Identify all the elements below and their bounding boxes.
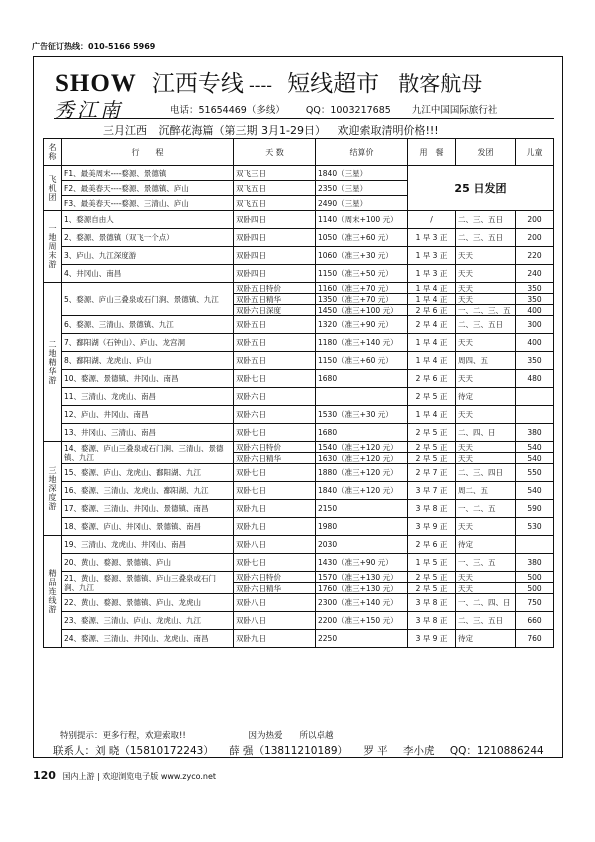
table-row <box>44 536 554 554</box>
meal-cell: 3 早 8 正 <box>408 500 456 518</box>
route-cell: 15、婺源、庐山、龙虎山、鄱阳湖、九江 <box>62 464 234 482</box>
route-cell: 12、庐山、井冈山、南昌 <box>62 406 234 424</box>
category-cell: 飞 机 团 <box>44 166 62 211</box>
show-word: SHOW <box>55 70 137 97</box>
days-cell: 双卧七日 <box>234 482 316 500</box>
child-cell: 380 <box>516 554 554 572</box>
table-row <box>44 388 554 406</box>
route-cell: 10、婺源、景德镇、井冈山、南昌 <box>62 370 234 388</box>
meal-cell: / <box>408 211 456 229</box>
depart-cell: 天天 <box>456 453 516 464</box>
depart-cell: 天天 <box>456 583 516 594</box>
meal-cell: 2 早 6 正 <box>408 536 456 554</box>
depart-cell: 待定 <box>456 536 516 554</box>
depart-cell: 二、三、五日 <box>456 612 516 630</box>
days-cell: 双卧六日 <box>234 406 316 424</box>
meal-cell: 2 早 5 正 <box>408 388 456 406</box>
notice-line <box>60 729 394 741</box>
days-cell: 双飞三日 <box>234 166 316 181</box>
days-cell: 双卧五日特价 <box>234 283 316 294</box>
days-cell: 双卧六日精华 <box>234 583 316 594</box>
table-row <box>44 406 554 424</box>
child-cell: 530 <box>516 518 554 536</box>
route-cell: 17、婺源、三清山、井冈山、景德镇、南昌 <box>62 500 234 518</box>
table-row <box>44 370 554 388</box>
child-cell: 350 <box>516 283 554 294</box>
days-cell: 双卧九日 <box>234 500 316 518</box>
title-dashes: ---- <box>248 76 273 95</box>
meal-cell: 1 早 4 正 <box>408 294 456 305</box>
title-sub: 短线超市 <box>287 71 380 97</box>
title-main: 江西专线 <box>151 71 244 97</box>
depart-cell: 天天 <box>456 572 516 583</box>
table-row <box>44 334 554 352</box>
price-cell: 2490（三星） <box>316 196 408 211</box>
table-row <box>44 283 554 294</box>
days-cell: 双卧五日 <box>234 334 316 352</box>
route-cell: 24、婺源、三清山、井冈山、龙虎山、南昌 <box>62 630 234 648</box>
table-row <box>44 265 554 283</box>
days-cell: 双卧七日 <box>234 424 316 442</box>
days-cell: 双飞五日 <box>234 196 316 211</box>
depart-cell: 天天 <box>456 294 516 305</box>
child-cell <box>516 536 554 554</box>
logo-underline <box>54 118 554 119</box>
price-cell: 1630（准三+120 元） <box>316 453 408 464</box>
price-cell: 1530（准三+30 元） <box>316 406 408 424</box>
agency-name: 九江中国国际旅行社 <box>411 105 498 116</box>
header-route: 行 程 <box>62 139 234 166</box>
days-cell: 双卧四日 <box>234 229 316 247</box>
route-cell: 21、黄山、婺源、景德镇、庐山三叠泉或石门涧、九江 <box>62 572 234 594</box>
child-cell: 760 <box>516 630 554 648</box>
days-cell: 双卧六日深度 <box>234 305 316 316</box>
child-cell <box>516 406 554 424</box>
table-row <box>44 518 554 536</box>
contact-4: 李小虎 <box>403 745 435 757</box>
price-cell: 1570（准三+130 元） <box>316 572 408 583</box>
price-cell: 1540（准三+120 元） <box>316 442 408 453</box>
price-cell: 1980 <box>316 518 408 536</box>
table-row <box>44 424 554 442</box>
price-cell: 1680 <box>316 424 408 442</box>
price-cell: 2350（三星） <box>316 181 408 196</box>
table-row <box>44 630 554 648</box>
table-row <box>44 352 554 370</box>
days-cell: 双卧六日 <box>234 388 316 406</box>
price-cell: 1760（准三+130 元） <box>316 583 408 594</box>
notice-left: 特别提示：更多行程，欢迎索取!! <box>60 731 186 741</box>
child-cell: 480 <box>516 370 554 388</box>
depart-cell: 一、二、四、日 <box>456 594 516 612</box>
child-cell: 540 <box>516 453 554 464</box>
days-cell: 双卧五日 <box>234 352 316 370</box>
route-cell: 5、婺源、庐山三叠泉或石门涧、景德镇、九江 <box>62 283 234 316</box>
page-number: 120 <box>33 769 56 782</box>
price-cell: 1450（准三+100 元） <box>316 305 408 316</box>
route-cell: F2、最美春天----婺源、景德镇、庐山 <box>62 181 234 196</box>
meal-cell: 3 早 9 正 <box>408 630 456 648</box>
depart-cell: 天天 <box>456 283 516 294</box>
header-days: 天 数 <box>234 139 316 166</box>
meal-cell: 1 早 3 正 <box>408 229 456 247</box>
meal-cell: 1 早 3 正 <box>408 265 456 283</box>
category-cell: 二 地 精 华 游 <box>44 283 62 442</box>
table-row <box>44 247 554 265</box>
route-cell: 3、庐山、九江深度游 <box>62 247 234 265</box>
price-cell: 1880（准三+120 元） <box>316 464 408 482</box>
meal-cell: 2 早 4 正 <box>408 316 456 334</box>
child-cell: 200 <box>516 229 554 247</box>
table-row <box>44 166 554 181</box>
meal-cell: 1 早 3 正 <box>408 247 456 265</box>
price-cell: 1150（准三+50 元） <box>316 265 408 283</box>
table-row <box>44 554 554 572</box>
header-depart: 发团 <box>456 139 516 166</box>
meal-cell: 3 早 7 正 <box>408 482 456 500</box>
price-cell: 1320（准三+90 元） <box>316 316 408 334</box>
table-body <box>44 166 554 648</box>
depart-cell: 天天 <box>456 406 516 424</box>
header-child: 儿童 <box>516 139 554 166</box>
price-cell: 1840（三星） <box>316 166 408 181</box>
table-row <box>44 229 554 247</box>
depart-cell: 一、三、五 <box>456 554 516 572</box>
days-cell: 双卧八日 <box>234 536 316 554</box>
route-cell: 8、鄱阳湖、龙虎山、庐山 <box>62 352 234 370</box>
agency-qq: QQ：1003217685 <box>305 105 391 116</box>
days-cell: 双卧五日精华 <box>234 294 316 305</box>
child-cell: 590 <box>516 500 554 518</box>
days-cell: 双卧六日特价 <box>234 442 316 453</box>
route-cell: 2、婺源、景德镇（双飞一个点） <box>62 229 234 247</box>
agency-phone: 电话：51654469（多线） <box>170 105 285 116</box>
table-row <box>44 211 554 229</box>
contact-persons <box>53 743 556 758</box>
child-cell: 750 <box>516 594 554 612</box>
days-cell: 双卧四日 <box>234 211 316 229</box>
meal-cell: 3 早 8 正 <box>408 594 456 612</box>
meal-cell: 2 早 5 正 <box>408 442 456 453</box>
depart-cell: 天天 <box>456 334 516 352</box>
contact-2: 薛 强（13811210189） <box>229 745 348 757</box>
child-cell: 500 <box>516 572 554 583</box>
depart-cell: 二、三、五日 <box>456 229 516 247</box>
subtitle-theme: 沉醉花海篇（第三期 3月1-29日） <box>158 124 326 137</box>
route-cell: 6、婺源、三清山、景德镇、九江 <box>62 316 234 334</box>
table-row <box>44 500 554 518</box>
flight-depart-cell: 25 日发团 <box>408 166 554 211</box>
contact-1: 联系人：刘 晓（15810172243） <box>53 745 214 757</box>
table-row <box>44 316 554 334</box>
meal-cell: 1 早 4 正 <box>408 352 456 370</box>
price-cell: 1430（准三+90 元） <box>316 554 408 572</box>
depart-cell: 周四、五 <box>456 352 516 370</box>
route-cell: 4、井冈山、南昌 <box>62 265 234 283</box>
price-cell: 1140（周末+100 元） <box>316 211 408 229</box>
notice-right: 因为热爱 所以卓越 <box>248 731 334 741</box>
child-cell: 500 <box>516 583 554 594</box>
price-cell: 1150（准三+60 元） <box>316 352 408 370</box>
days-cell: 双卧六日特价 <box>234 572 316 583</box>
route-cell: 16、婺源、三清山、龙虎山、鄱阳湖、九江 <box>62 482 234 500</box>
days-cell: 双卧七日 <box>234 554 316 572</box>
route-cell: 1、婺源自由人 <box>62 211 234 229</box>
price-cell <box>316 388 408 406</box>
child-cell: 240 <box>516 265 554 283</box>
price-cell: 1160（准三+70 元） <box>316 283 408 294</box>
depart-cell: 二、三、四日 <box>456 464 516 482</box>
price-cell: 1840（准三+120 元） <box>316 482 408 500</box>
route-cell: 7、鄱阳湖（石钟山）、庐山、龙宫洞 <box>62 334 234 352</box>
meal-cell: 1 早 5 正 <box>408 554 456 572</box>
route-cell: 20、黄山、婺源、景德镇、庐山 <box>62 554 234 572</box>
route-cell: 22、黄山、婺源、景德镇、庐山、龙虎山 <box>62 594 234 612</box>
depart-cell: 周二、五 <box>456 482 516 500</box>
child-cell: 400 <box>516 334 554 352</box>
footer-text: 国内上游 | 欢迎浏览电子版 www.zyco.net <box>62 772 217 781</box>
depart-cell: 天天 <box>456 518 516 536</box>
price-cell: 1060（准三+30 元） <box>316 247 408 265</box>
days-cell: 双卧六日精华 <box>234 453 316 464</box>
page-footer <box>33 769 216 782</box>
depart-cell: 待定 <box>456 388 516 406</box>
child-cell: 540 <box>516 442 554 453</box>
route-cell: 23、婺源、三清山、庐山、龙虎山、九江 <box>62 612 234 630</box>
title-right: 散客航母 <box>398 72 483 96</box>
depart-cell: 二、三、五日 <box>456 211 516 229</box>
category-cell: 一 地 周 末 游 <box>44 211 62 283</box>
depart-cell: 待定 <box>456 630 516 648</box>
child-cell: 200 <box>516 211 554 229</box>
child-cell <box>516 388 554 406</box>
depart-cell: 天天 <box>456 370 516 388</box>
days-cell: 双卧四日 <box>234 265 316 283</box>
meal-cell: 2 早 5 正 <box>408 572 456 583</box>
itinerary-table <box>43 138 554 648</box>
days-cell: 双卧七日 <box>234 370 316 388</box>
child-cell: 400 <box>516 305 554 316</box>
child-cell: 300 <box>516 316 554 334</box>
meal-cell: 2 早 6 正 <box>408 305 456 316</box>
child-cell: 350 <box>516 352 554 370</box>
table-row <box>44 464 554 482</box>
route-cell: 14、婺源、庐山三叠泉或石门涧、三清山、景德镇、九江 <box>62 442 234 464</box>
depart-cell: 天天 <box>456 247 516 265</box>
price-cell: 2250 <box>316 630 408 648</box>
depart-cell: 二、四、日 <box>456 424 516 442</box>
table-row <box>44 594 554 612</box>
meal-cell: 3 早 9 正 <box>408 518 456 536</box>
category-cell: 精 品 连 线 游 <box>44 536 62 648</box>
route-cell: F1、最美周末----婺源、景德镇 <box>62 166 234 181</box>
depart-cell: 一、二、五 <box>456 500 516 518</box>
child-cell: 540 <box>516 482 554 500</box>
depart-cell: 二、三、五日 <box>456 316 516 334</box>
days-cell: 双卧八日 <box>234 612 316 630</box>
route-cell: 18、婺源、庐山、井冈山、景德镇、南昌 <box>62 518 234 536</box>
table-row <box>44 442 554 453</box>
category-cell: 三 地 深 度 游 <box>44 442 62 536</box>
subtitle-season: 三月江西 <box>103 124 147 137</box>
table-row <box>44 482 554 500</box>
agency-contact <box>170 102 515 116</box>
meal-cell: 2 早 6 正 <box>408 370 456 388</box>
meal-cell: 2 早 5 正 <box>408 583 456 594</box>
table-row <box>44 572 554 583</box>
route-cell: 19、三清山、龙虎山、井冈山、南昌 <box>62 536 234 554</box>
meal-cell: 2 早 5 正 <box>408 424 456 442</box>
child-cell: 550 <box>516 464 554 482</box>
contact-qq: QQ：1210886244 <box>449 745 544 757</box>
table-row <box>44 612 554 630</box>
brand-logo: 秀江南 <box>54 98 123 122</box>
child-cell: 220 <box>516 247 554 265</box>
child-cell: 660 <box>516 612 554 630</box>
table-header-row <box>44 139 554 166</box>
route-cell: 13、井冈山、三清山、南昌 <box>62 424 234 442</box>
child-cell: 350 <box>516 294 554 305</box>
days-cell: 双卧八日 <box>234 594 316 612</box>
price-cell: 1680 <box>316 370 408 388</box>
child-cell: 380 <box>516 424 554 442</box>
days-cell: 双卧九日 <box>234 518 316 536</box>
price-cell: 1180（准三+140 元） <box>316 334 408 352</box>
days-cell: 双飞五日 <box>234 181 316 196</box>
depart-cell: 天天 <box>456 442 516 453</box>
days-cell: 双卧四日 <box>234 247 316 265</box>
ad-hotline: 广告征订热线：010-5166 5969 <box>32 42 156 51</box>
meal-cell: 3 早 8 正 <box>408 612 456 630</box>
depart-cell: 天天 <box>456 265 516 283</box>
price-cell: 2150 <box>316 500 408 518</box>
subtitle <box>103 122 447 138</box>
depart-cell: 一、二、三、五 <box>456 305 516 316</box>
days-cell: 双卧九日 <box>234 630 316 648</box>
price-cell: 2030 <box>316 536 408 554</box>
header-meal: 用 餐 <box>408 139 456 166</box>
meal-cell: 1 早 4 正 <box>408 283 456 294</box>
route-cell: 11、三清山、龙虎山、南昌 <box>62 388 234 406</box>
price-cell: 1050（准三+60 元） <box>316 229 408 247</box>
header-name: 名称 <box>44 139 62 166</box>
route-cell: F3、最美春天----婺源、三清山、庐山 <box>62 196 234 211</box>
price-cell: 2200（准三+150 元） <box>316 612 408 630</box>
subtitle-slogan: 欢迎索取清明价格!!! <box>337 124 439 137</box>
days-cell: 双卧五日 <box>234 316 316 334</box>
meal-cell: 1 早 4 正 <box>408 334 456 352</box>
meal-cell: 2 早 7 正 <box>408 464 456 482</box>
meal-cell: 1 早 4 正 <box>408 406 456 424</box>
contact-3: 罗 平 <box>363 745 388 757</box>
header-price: 结算价 <box>316 139 408 166</box>
meal-cell: 2 早 5 正 <box>408 453 456 464</box>
price-cell: 2300（准三+140 元） <box>316 594 408 612</box>
price-cell: 1350（准三+70 元） <box>316 294 408 305</box>
days-cell: 双卧七日 <box>234 464 316 482</box>
